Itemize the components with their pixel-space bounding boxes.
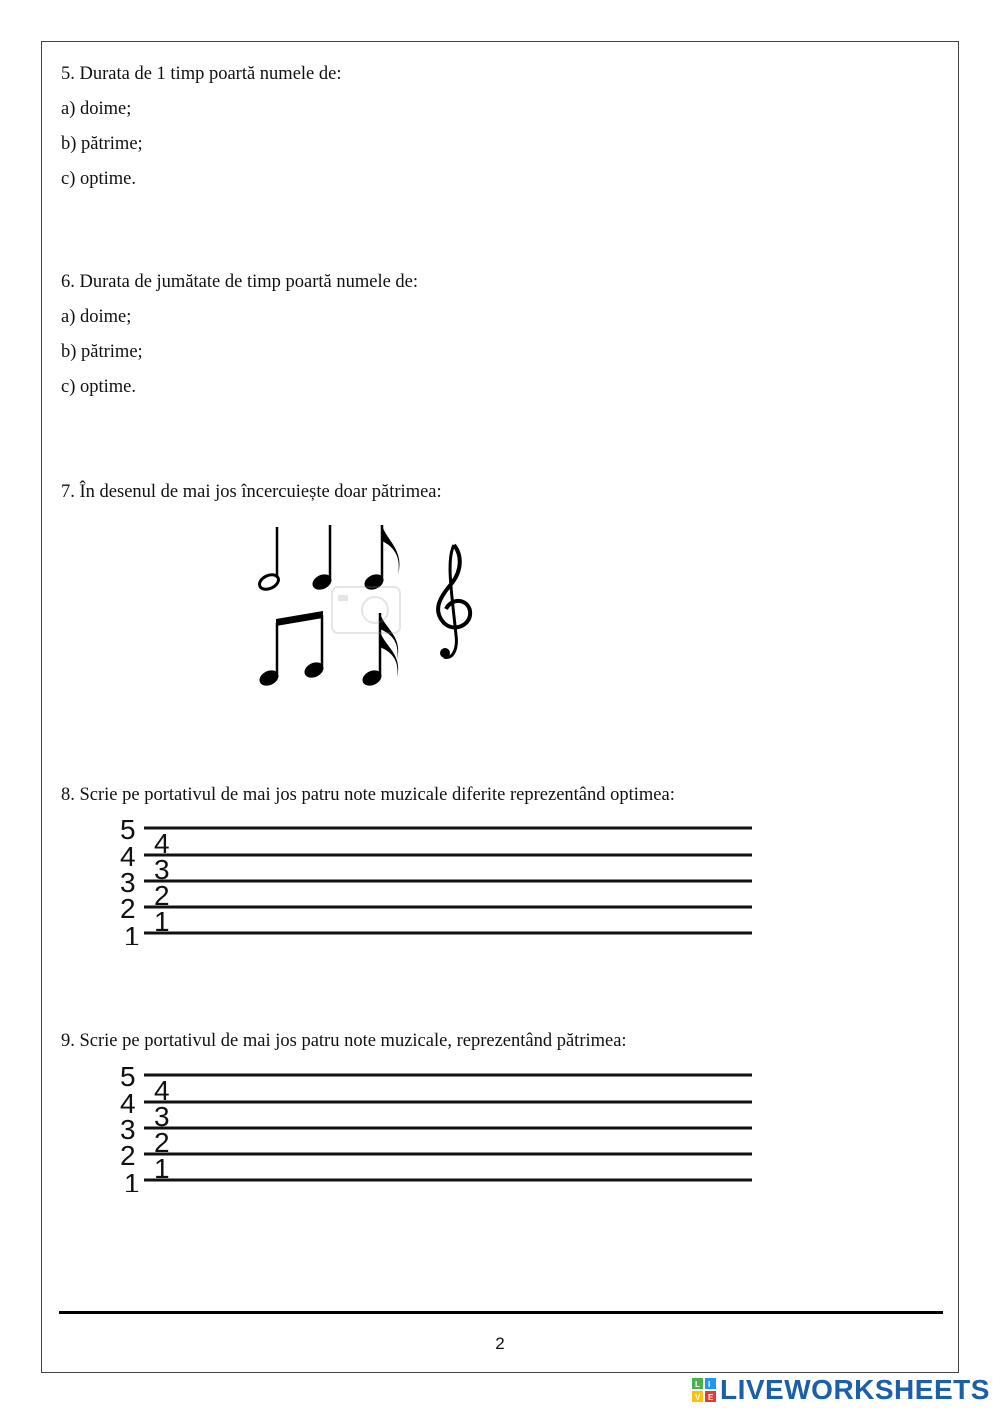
question-5-option-a[interactable]: a) doime;	[61, 99, 132, 119]
staff-space-label: 1	[154, 906, 170, 937]
staff-space-label: 1	[154, 1153, 170, 1184]
quarter-note-icon[interactable]	[310, 525, 334, 593]
staff-space-label: 4	[154, 1075, 170, 1106]
staff-line-label: 3	[120, 1114, 136, 1145]
staff-space-label: 2	[154, 1127, 170, 1158]
liveworksheets-logo[interactable]	[692, 1372, 990, 1408]
half-note-icon[interactable]	[257, 527, 281, 592]
staff-space-label: 2	[154, 880, 170, 911]
beamed-eighth-notes-icon[interactable]	[257, 611, 326, 689]
watermark-camera-icon	[332, 587, 400, 633]
staff-line-label: 4	[120, 841, 136, 872]
staff-line-label: 5	[120, 815, 136, 845]
staff-line-label: 2	[120, 893, 136, 924]
staff-space-label: 3	[154, 1101, 170, 1132]
staff-line-label: 1	[124, 1168, 140, 1192]
question-9-prompt: 9. Scrie pe portativul de mai jos patru note muzicale, reprezentând pătrimea:	[61, 1031, 627, 1051]
staff-line-label: 4	[120, 1088, 136, 1119]
question-6-prompt: 6. Durata de jumătate de timp poartă numele de:	[61, 272, 419, 292]
eighth-note-icon[interactable]	[362, 525, 400, 593]
question-5-option-b[interactable]: b) pătrime;	[61, 134, 143, 154]
staff-space-label: 3	[154, 854, 170, 885]
question-5-prompt: 5. Durata de 1 timp poartă numele de:	[61, 64, 342, 84]
svg-text:V: V	[695, 1393, 701, 1402]
question-6-option-a[interactable]: a) doime;	[61, 307, 132, 327]
question-5-option-c[interactable]: c) optime.	[61, 169, 137, 189]
liveworksheets-logo-icon	[692, 1378, 716, 1402]
question-8-prompt: 8. Scrie pe portativul de mai jos patru note muzicale diferite reprezentând optimea:	[61, 785, 675, 805]
page-number: 2	[495, 1334, 505, 1353]
svg-text:E: E	[708, 1393, 714, 1402]
staff-line-label: 5	[120, 1062, 136, 1092]
question-6-option-c[interactable]: c) optime.	[61, 377, 137, 397]
footer-divider	[59, 1311, 943, 1314]
staff-question-8[interactable]	[118, 815, 758, 945]
staff-space-label: 4	[154, 828, 170, 859]
note-durations-illustration	[240, 515, 490, 700]
staff-line-label: 1	[124, 921, 140, 945]
svg-text:L: L	[695, 1380, 700, 1389]
staff-question-9[interactable]	[118, 1062, 758, 1192]
svg-text:I: I	[708, 1380, 711, 1389]
sixteenth-note-icon[interactable]	[360, 613, 398, 689]
staff-line-label: 2	[120, 1140, 136, 1171]
question-6-option-b[interactable]: b) pătrime;	[61, 342, 143, 362]
treble-clef-icon[interactable]	[438, 545, 470, 658]
question-7-prompt: 7. În desenul de mai jos încercuiește doar pătrimea:	[61, 482, 442, 502]
staff-line-label: 3	[120, 867, 136, 898]
liveworksheets-logo-text: LIVEWORKSHEETS	[720, 1374, 990, 1405]
